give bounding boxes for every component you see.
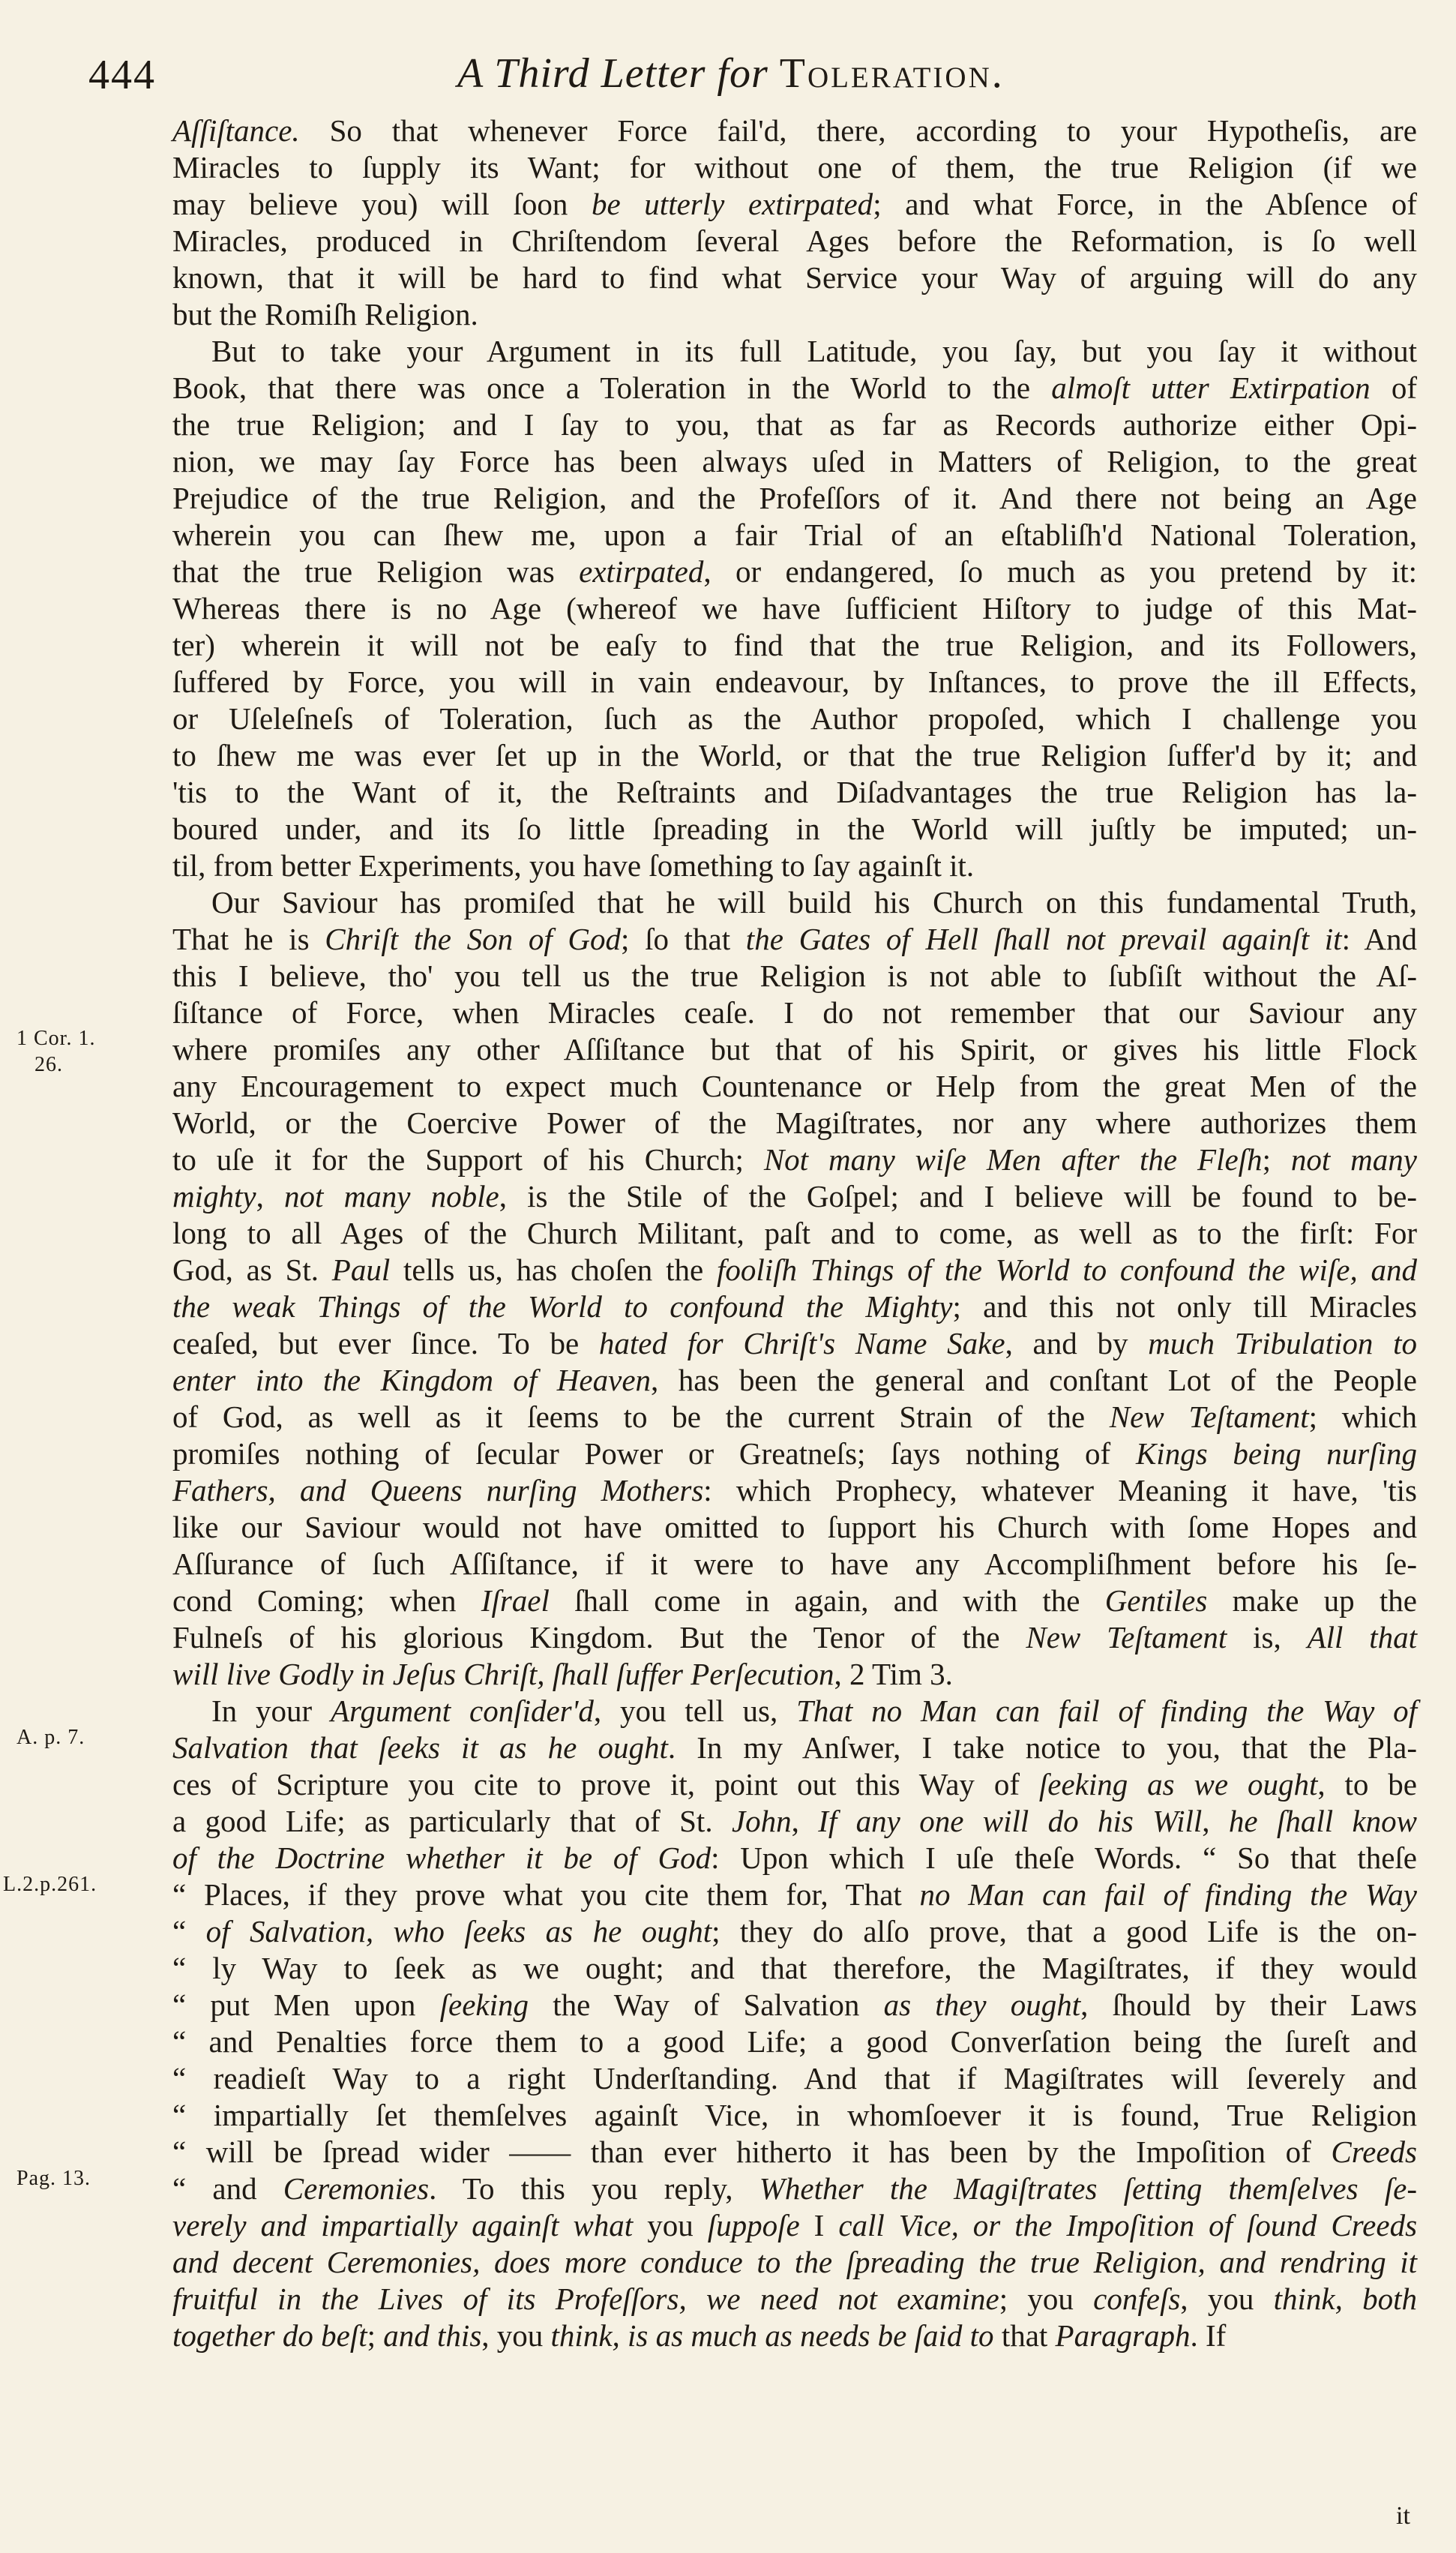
text-line: where promiſes any other Aſſiſtance but that of his Spirit, or gives his little Flock [172,1032,1417,1066]
body-text [172,112,1417,2354]
catchword: it [1396,2502,1410,2530]
margin-note-cor26: 26. [34,1053,63,1076]
text-line: of God, as well as it ſeems to be the current Strain of the New Teſtament; which [172,1400,1417,1434]
text-line: ces of Scripture you cite to prove it, point out this Way of ſeeking as we ought, to be [172,1767,1417,1802]
text-line: “ readieſt Way to a right Underſtanding. And that if Magiſtrates will ſeverely and [172,2061,1417,2096]
text-line: mighty, not many noble, is the Stile of the Goſpel; and I believe will be found to be- [172,1179,1417,1214]
text-line: cond Coming; when Iſrael ſhall come in again, and with the Gentiles make up the [172,1583,1417,1618]
text-line: ceaſed, but ever ſince. To be hated for Chriſt's Name Sake, and by much Tribulation to [172,1326,1417,1360]
text-line: but the Romiſh Religion. [172,297,478,332]
text-line: fruitful in the Lives of its Profeſſors, we need not examine; you confeſs, you think, both [172,2282,1417,2316]
text-line: verely and impartially againſt what you ſuppoſe I call Vice, or the Impoſition of ſound Creeds [172,2208,1418,2242]
text-line: World, or the Coercive Power of the Magiſtrates, nor any where authorizes them [172,1106,1417,1140]
text-line: Salvation that ſeeks it as he ought. In my Anſwer, I take notice to you, that the Pla- [172,1730,1417,1765]
text-line: Fathers, and Queens nurſing Mothers: which Prophecy, whatever Meaning it have, 'tis [172,1473,1417,1508]
text-line: “ of Salvation, who ſeeks as he ought; they do alſo prove, that a good Life is the on- [172,1914,1417,1948]
text-line: “ will be ſpread wider —— than ever hitherto it has been by the Impoſition of Creeds [172,2134,1417,2169]
text-line: to ſhew me was ever ſet up in the World, or that the true Religion ſuffer'd by it; and [172,738,1417,772]
text-line: nion, we may ſay Force has been always uſed in Matters of Religion, to the great [172,444,1417,478]
margin-note-cor1: 1 Cor. 1. [16,1027,96,1050]
text-line: God, as St. Paul tells us, has choſen the fooliſh Things of the World to confound the wiſe, and [172,1252,1417,1287]
margin-note-l2p261: L.2.p.261. [3,1873,97,1896]
text-line: Miracles to ſupply its Want; for without one of them, the true Religion (if we [172,150,1417,184]
text-line: Our Saviour has promiſed that he will build his Church on this fundamental Truth, [211,885,1417,920]
running-title [457,50,1005,98]
text-line: “ ly Way to ſeek as we ought; and that therefore, the Magiſtrates, if they would [172,1951,1417,1985]
text-line: Aſſiſtance. So that whenever Force fail'd, there, according to your Hypotheſis, are [172,113,1417,148]
text-line: that the true Religion was extirpated, or endangered, ſo much as you pretend by it: [172,554,1417,589]
text-line: Prejudice of the true Religion, and the Profeſſors of it. And there not being an Age [172,481,1417,515]
text-line: “ and Penalties force them to a good Life; a good Converſation being the ſureſt and [172,2024,1417,2059]
text-line: may believe you) will ſoon be utterly extirpated; and what Force, in the Abſence of [172,187,1417,221]
text-line: “ Places, if they prove what you cite them for, That no Man can fail of finding the Way [172,1877,1418,1912]
text-line: wherein you can ſhew me, upon a fair Trial of an eſtabliſh'd National Toleration, [172,518,1417,552]
text-line: “ impartially ſet themſelves againſt Vice, in whomſoever it is found, True Religion [172,2098,1417,2132]
text-line: will live Godly in Jeſus Chriſt, ſhall ſuffer Perſecution, 2 Tim 3. [172,1657,953,1691]
text-line: and decent Ceremonies, does more conduce to the ſpreading the true Religion, and rendring it [172,2245,1417,2279]
text-line: known, that it will be hard to find what Service your Way of arguing will do any [172,260,1417,295]
text-line: enter into the Kingdom of Heaven, has been the general and conſtant Lot of the People [172,1363,1417,1397]
text-line: ſuffered by Force, you will in vain endeavour, by Inſtances, to prove the ill Effects, [172,664,1417,699]
text-line: this I believe, tho' you tell us the true Religion is not able to ſubſiſt without the Aſ- [172,958,1417,993]
text-line: “ put Men upon ſeeking the Way of Salvation as they ought, ſhould by their Laws [172,1988,1417,2022]
text-line: That he is Chriſt the Son of God; ſo that the Gates of Hell ſhall not prevail againſt it: And [172,922,1417,956]
text-line: In your Argument conſider'd, you tell us, That no Man can fail of finding the Way of [211,1694,1417,1728]
text-line: or Uſeleſneſs of Toleration, ſuch as the Author propoſed, which I challenge you [172,701,1417,736]
text-line: Aſſurance of ſuch Aſſiſtance, if it were to have any Accompliſhment before his ſe- [172,1546,1417,1581]
page-number: 444 [88,52,156,98]
text-line: But to take your Argument in its full Latitude, you ſay, but you ſay it without [211,334,1417,368]
text-line: Book, that there was once a Toleration in the World to the almoſt utter Extirpation of [172,370,1418,405]
margin-note-pag13: Pag. 13. [16,2167,91,2190]
text-line: Miracles, produced in Chriſtendom ſeveral Ages before the Reformation, is ſo well [172,224,1417,258]
text-line: a good Life; as particularly that of St. John, If any one will do his Will, he ſhall know [172,1804,1418,1838]
text-line: the weak Things of the World to confound the Mighty; and this not only till Miracles [172,1289,1417,1324]
text-line: any Encouragement to expect much Countenance or Help from the great Men of the [172,1069,1417,1103]
running-title-caps: Toleration. [779,50,1005,97]
text-line: the true Religion; and I ſay to you, that as far as Records authorize either Opi- [172,407,1417,442]
text-line: ſiſtance of Force, when Miracles ceaſe. I do not remember that our Saviour any [172,995,1417,1030]
text-line: 'tis to the Want of it, the Reſtraints and Diſadvantages the true Religion has la- [172,775,1417,809]
text-line: “ and Ceremonies. To this you reply, Whether the Magiſtrates ſetting themſelves ſe- [172,2171,1417,2206]
text-line: long to all Ages of the Church Militant, paſt and to come, as well as to the firſt: For [172,1216,1417,1250]
text-line: like our Saviour would not have omitted to ſupport his Church with ſome Hopes and [172,1510,1417,1544]
text-line: boured under, and its ſo little ſpreading in the World will juſtly be imputed; un- [172,812,1417,846]
text-line: to uſe it for the Support of his Church; Not many wiſe Men after the Fleſh; not many [172,1142,1417,1177]
text-line: Fulneſs of his glorious Kingdom. But the Tenor of the New Teſtament is, All that [172,1620,1417,1654]
text-line: together do beſt; and this, you think, is as much as needs be ſaid to that Paragraph. If [172,2318,1227,2353]
text-line: ter) wherein it will not be eaſy to find that the true Religion, and its Followers, [172,628,1417,662]
running-title-italic: A Third Letter for [457,50,768,97]
margin-note-ap7: A. p. 7. [16,1726,85,1749]
text-line: of the Doctrine whether it be of God: Upon which I uſe theſe Words. “ So that theſe [172,1840,1418,1875]
text-line: til, from better Experiments, you have ſomething to ſay againſt it. [172,848,975,883]
text-line: Whereas there is no Age (whereof we have ſufficient Hiſtory to judge of this Mat- [172,591,1417,626]
text-line: promiſes nothing of ſecular Power or Greatneſs; ſays nothing of Kings being nurſing [172,1436,1417,1471]
